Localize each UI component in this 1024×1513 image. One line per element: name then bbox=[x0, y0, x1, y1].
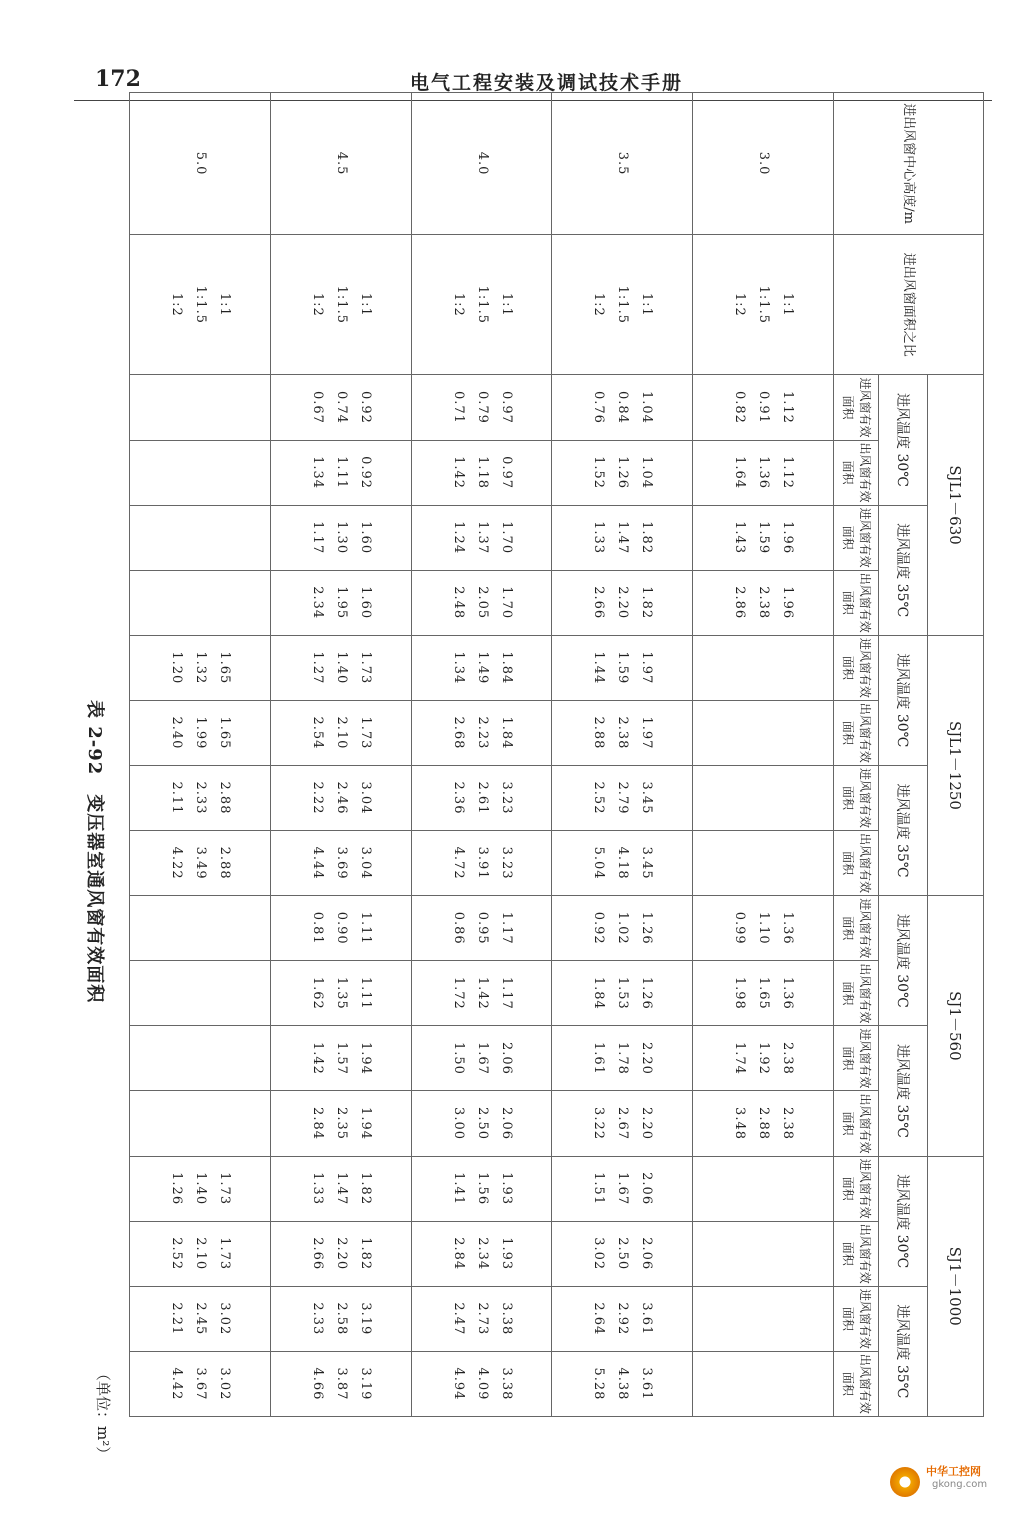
table-unit: （单位：m²） bbox=[94, 1366, 112, 1462]
inlet-window-header: 进风窗有效面积 bbox=[834, 1156, 879, 1221]
inlet-window-header: 进风窗有效面积 bbox=[834, 375, 879, 440]
value-cell: 1.65 1.32 1.20 bbox=[130, 635, 271, 700]
value-cell: 1.60 1.95 2.34 bbox=[270, 570, 411, 635]
inlet-window-header: 进风窗有效面积 bbox=[834, 505, 879, 570]
value-cell: 1.93 1.56 1.41 bbox=[411, 1156, 552, 1221]
value-cell: 3.04 2.46 2.22 bbox=[270, 765, 411, 830]
value-cell: 1.04 0.84 0.76 bbox=[552, 375, 693, 440]
inlet-window-header: 进风窗有效面积 bbox=[834, 635, 879, 700]
value-cell: 2.88 3.49 4.22 bbox=[130, 831, 271, 896]
ratio-value: 1:1.5 bbox=[615, 285, 631, 324]
outlet-window-header: 出风窗有效面积 bbox=[834, 1221, 879, 1286]
ratio-value: 1:1.5 bbox=[756, 285, 772, 324]
group-header-sj1-560: SJ1－560 bbox=[928, 896, 984, 1156]
outlet-window-header: 出风窗有效面积 bbox=[834, 1091, 879, 1156]
row-ratio-cell bbox=[270, 235, 411, 375]
value-cell: 1.73 1.40 1.27 bbox=[270, 635, 411, 700]
row-ratio-cell bbox=[552, 235, 693, 375]
ratio-value: 1:2 bbox=[309, 292, 325, 317]
outlet-window-header: 出风窗有效面积 bbox=[834, 570, 879, 635]
value-cell: 1.84 1.49 1.34 bbox=[411, 635, 552, 700]
temp-header: 进风温度 35℃ bbox=[879, 1286, 928, 1416]
row-height-cell: 3.0 bbox=[693, 93, 834, 235]
value-cell: 1.73 2.10 2.54 bbox=[270, 700, 411, 765]
value-cell: 1.93 2.34 2.84 bbox=[411, 1221, 552, 1286]
outlet-window-header: 出风窗有效面积 bbox=[834, 961, 879, 1026]
watermark-brand: 中华工控网 bbox=[926, 1465, 981, 1478]
ratio-value: 1:1.5 bbox=[333, 285, 349, 324]
inlet-window-header: 进风窗有效面积 bbox=[834, 1026, 879, 1091]
col-header-ratio: 进出风窗面积之比 bbox=[834, 235, 984, 375]
ratio-value: 1:2 bbox=[732, 292, 748, 317]
table-caption: 表 2-92 变压器室通风窗有效面积 bbox=[84, 700, 105, 1004]
value-cell: 0.97 0.79 0.71 bbox=[411, 375, 552, 440]
value-cell: 1.36 1.10 0.99 bbox=[693, 896, 834, 961]
value-cell: 1.12 1.36 1.64 bbox=[693, 440, 834, 505]
ratio-value: 1:1.5 bbox=[192, 285, 208, 324]
ratio-value: 1:1 bbox=[639, 292, 655, 317]
value-cell: 0.92 0.74 0.67 bbox=[270, 375, 411, 440]
outlet-window-header: 出风窗有效面积 bbox=[834, 1351, 879, 1416]
ventilation-table bbox=[129, 92, 984, 1417]
outlet-window-header: 出风窗有效面积 bbox=[834, 700, 879, 765]
value-cell: 1.70 2.05 2.48 bbox=[411, 570, 552, 635]
value-cell: 3.61 2.92 2.64 bbox=[552, 1286, 693, 1351]
table-row bbox=[411, 93, 552, 1417]
value-cell: 2.38 1.92 1.74 bbox=[693, 1026, 834, 1091]
value-cell: 0.92 1.11 1.34 bbox=[270, 440, 411, 505]
value-cell: 3.45 2.79 2.52 bbox=[552, 765, 693, 830]
value-cell: 1.82 2.20 2.66 bbox=[552, 570, 693, 635]
group-header-sjl1-1250: SJL1－1250 bbox=[928, 635, 984, 895]
value-cell: 1.96 2.38 2.86 bbox=[693, 570, 834, 635]
value-cell: 1.96 1.59 1.43 bbox=[693, 505, 834, 570]
value-cell: 1.73 2.10 2.52 bbox=[130, 1221, 271, 1286]
temp-header: 进风温度 30℃ bbox=[879, 635, 928, 765]
value-cell bbox=[130, 961, 271, 1026]
value-cell bbox=[693, 831, 834, 896]
ratio-value: 1:1 bbox=[498, 292, 514, 317]
value-cell bbox=[693, 1156, 834, 1221]
value-cell: 1.84 2.23 2.68 bbox=[411, 700, 552, 765]
value-cell: 1.26 1.02 0.92 bbox=[552, 896, 693, 961]
value-cell bbox=[130, 440, 271, 505]
book-title: 电气工程安装及调试技术手册 bbox=[410, 72, 684, 94]
row-height-cell: 4.0 bbox=[411, 93, 552, 235]
col-header-height: 进出风窗中心高度/m bbox=[834, 93, 984, 235]
ratio-value: 1:2 bbox=[450, 292, 466, 317]
table-row bbox=[552, 93, 693, 1417]
table-body bbox=[130, 93, 834, 1417]
inlet-window-header: 进风窗有效面积 bbox=[834, 896, 879, 961]
value-cell: 3.02 3.67 4.42 bbox=[130, 1351, 271, 1416]
temp-header: 进风温度 30℃ bbox=[879, 1156, 928, 1286]
value-cell: 3.61 4.38 5.28 bbox=[552, 1351, 693, 1416]
value-cell: 2.38 2.88 3.48 bbox=[693, 1091, 834, 1156]
page-number: 172 bbox=[95, 66, 141, 92]
temp-header: 进风温度 35℃ bbox=[879, 505, 928, 635]
value-cell bbox=[693, 1351, 834, 1416]
value-cell: 1.17 0.95 0.86 bbox=[411, 896, 552, 961]
row-ratio-cell bbox=[411, 235, 552, 375]
inlet-window-header: 进风窗有效面积 bbox=[834, 765, 879, 830]
value-cell: 1.04 1.26 1.52 bbox=[552, 440, 693, 505]
watermark-url: gkong.com bbox=[932, 1479, 988, 1490]
value-cell: 1.11 1.35 1.62 bbox=[270, 961, 411, 1026]
value-cell bbox=[693, 765, 834, 830]
value-cell: 2.06 1.67 1.50 bbox=[411, 1026, 552, 1091]
temp-header: 进风温度 30℃ bbox=[879, 896, 928, 1026]
value-cell bbox=[693, 700, 834, 765]
row-ratio-cell bbox=[693, 235, 834, 375]
value-cell: 2.06 2.50 3.00 bbox=[411, 1091, 552, 1156]
ratio-value: 1:1.5 bbox=[474, 285, 490, 324]
value-cell: 1.97 2.38 2.88 bbox=[552, 700, 693, 765]
value-cell: 3.38 2.73 2.47 bbox=[411, 1286, 552, 1351]
value-cell: 1.73 1.40 1.26 bbox=[130, 1156, 271, 1221]
value-cell: 2.06 1.67 1.51 bbox=[552, 1156, 693, 1221]
value-cell: 2.20 2.67 3.22 bbox=[552, 1091, 693, 1156]
ratio-value: 1:1 bbox=[780, 292, 796, 317]
row-height-cell: 4.5 bbox=[270, 93, 411, 235]
outlet-window-header: 出风窗有效面积 bbox=[834, 440, 879, 505]
value-cell: 1.97 1.59 1.44 bbox=[552, 635, 693, 700]
row-height-cell: 5.0 bbox=[130, 93, 271, 235]
value-cell: 3.38 4.09 4.94 bbox=[411, 1351, 552, 1416]
table-row bbox=[270, 93, 411, 1417]
table-row bbox=[130, 93, 271, 1417]
value-cell: 3.19 3.87 4.66 bbox=[270, 1351, 411, 1416]
value-cell: 1.17 1.42 1.72 bbox=[411, 961, 552, 1026]
value-cell: 1.94 2.35 2.84 bbox=[270, 1091, 411, 1156]
value-cell: 1.65 1.99 2.40 bbox=[130, 700, 271, 765]
inlet-window-header: 进风窗有效面积 bbox=[834, 1286, 879, 1351]
value-cell: 3.19 2.58 2.33 bbox=[270, 1286, 411, 1351]
value-cell bbox=[693, 1221, 834, 1286]
ratio-value: 1:1 bbox=[216, 292, 232, 317]
watermark-logo bbox=[880, 1445, 1020, 1505]
value-cell bbox=[130, 570, 271, 635]
value-cell: 1.82 1.47 1.33 bbox=[270, 1156, 411, 1221]
value-cell bbox=[130, 896, 271, 961]
value-cell: 1.26 1.53 1.84 bbox=[552, 961, 693, 1026]
value-cell: 2.20 1.78 1.61 bbox=[552, 1026, 693, 1091]
value-cell: 2.88 2.33 2.11 bbox=[130, 765, 271, 830]
value-cell: 1.94 1.57 1.42 bbox=[270, 1026, 411, 1091]
value-cell: 3.23 3.91 4.72 bbox=[411, 831, 552, 896]
value-cell bbox=[693, 635, 834, 700]
value-cell bbox=[130, 1091, 271, 1156]
gear-icon bbox=[890, 1467, 920, 1497]
value-cell: 3.45 4.18 5.04 bbox=[552, 831, 693, 896]
group-header-sjl1-630: SJL1－630 bbox=[928, 375, 984, 635]
temp-header: 进风温度 30℃ bbox=[879, 375, 928, 505]
value-cell: 1.36 1.65 1.98 bbox=[693, 961, 834, 1026]
ratio-value: 1:1 bbox=[357, 292, 373, 317]
value-cell: 3.04 3.69 4.44 bbox=[270, 831, 411, 896]
value-cell: 1.60 1.30 1.17 bbox=[270, 505, 411, 570]
value-cell bbox=[130, 375, 271, 440]
row-ratio-cell bbox=[130, 235, 271, 375]
temp-header: 进风温度 35℃ bbox=[879, 1026, 928, 1156]
value-cell: 1.82 1.47 1.33 bbox=[552, 505, 693, 570]
table-row bbox=[693, 93, 834, 1417]
ratio-value: 1:2 bbox=[168, 292, 184, 317]
value-cell: 1.11 0.90 0.81 bbox=[270, 896, 411, 961]
value-cell: 1.12 0.91 0.82 bbox=[693, 375, 834, 440]
ratio-value: 1:2 bbox=[591, 292, 607, 317]
value-cell: 3.23 2.61 2.36 bbox=[411, 765, 552, 830]
value-cell: 1.70 1.37 1.24 bbox=[411, 505, 552, 570]
value-cell: 1.82 2.20 2.66 bbox=[270, 1221, 411, 1286]
row-height-cell: 3.5 bbox=[552, 93, 693, 235]
value-cell bbox=[130, 1026, 271, 1091]
outlet-window-header: 出风窗有效面积 bbox=[834, 831, 879, 896]
value-cell bbox=[693, 1286, 834, 1351]
value-cell: 3.02 2.45 2.21 bbox=[130, 1286, 271, 1351]
group-header-sj1-1000: SJ1－1000 bbox=[928, 1156, 984, 1416]
temp-header: 进风温度 35℃ bbox=[879, 765, 928, 895]
value-cell bbox=[130, 505, 271, 570]
value-cell: 0.97 1.18 1.42 bbox=[411, 440, 552, 505]
value-cell: 2.06 2.50 3.02 bbox=[552, 1221, 693, 1286]
